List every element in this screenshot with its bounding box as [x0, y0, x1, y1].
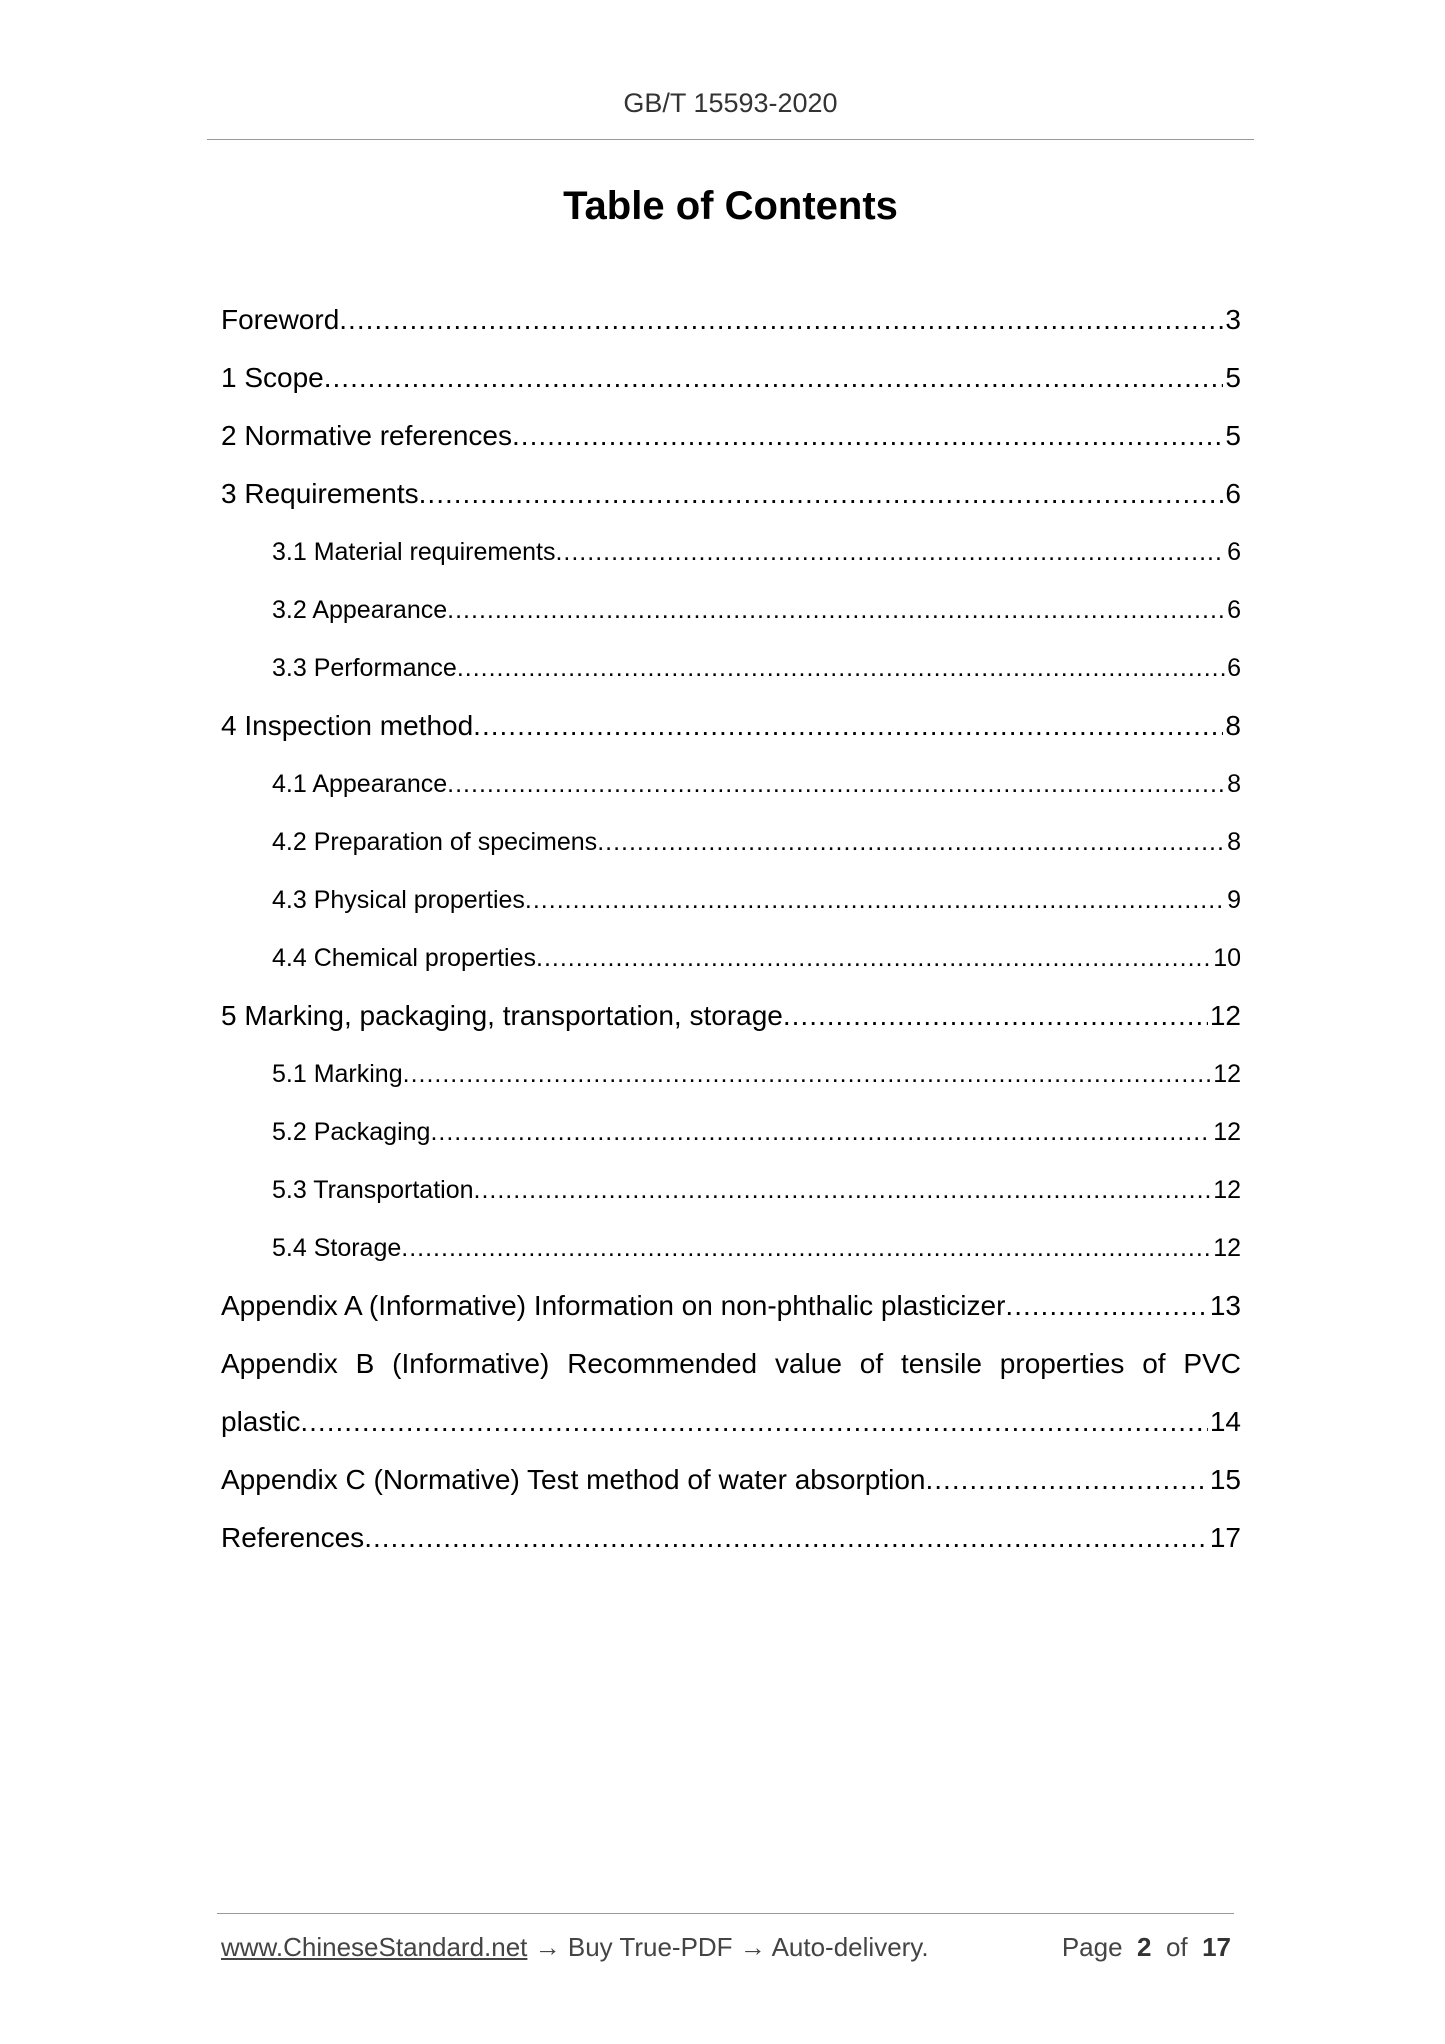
toc-page-number: 9	[1227, 886, 1241, 914]
of-word: of	[1165, 1932, 1188, 1962]
toc-entry[interactable]	[221, 755, 1241, 813]
toc-page-number: 12	[1213, 1234, 1241, 1262]
toc-entry[interactable]	[221, 1045, 1241, 1103]
toc-entry-label: 1 Scope	[221, 362, 324, 393]
toc-entry-label: References	[221, 1522, 365, 1553]
toc-entry[interactable]	[221, 581, 1241, 639]
toc-entry-label: 4.3 Physical properties	[272, 886, 525, 914]
toc-page-number: 3	[1225, 304, 1241, 335]
toc-entry[interactable]	[221, 291, 1241, 349]
table-of-contents	[221, 291, 1241, 1567]
toc-entry-label: 5.4 Storage	[272, 1234, 402, 1262]
footer-promo	[221, 1932, 929, 1963]
toc-entry[interactable]	[221, 465, 1241, 523]
header-divider	[207, 139, 1254, 140]
toc-leader-dots	[783, 987, 1208, 1045]
toc-leader-dots	[324, 349, 1224, 407]
toc-entry[interactable]	[221, 1451, 1241, 1509]
toc-entry-label: 4 Inspection method	[221, 710, 474, 741]
toc-entry-label: Appendix C (Normative) Test method of water absorption	[221, 1464, 926, 1495]
toc-entry[interactable]	[221, 1509, 1241, 1567]
toc-page-number: 12	[1213, 1118, 1241, 1146]
page-title: Table of Contents	[563, 184, 898, 228]
toc-entry-label: 3.1 Material requirements	[272, 538, 556, 566]
toc-page-number: 5	[1225, 420, 1241, 451]
page-footer	[221, 1932, 1231, 1963]
website-link[interactable]: www.ChineseStandard.net	[221, 1932, 528, 1962]
toc-entry-label: 5.3 Transportation	[272, 1176, 474, 1204]
toc-entry[interactable]	[221, 349, 1241, 407]
toc-leader-dots	[339, 291, 1223, 349]
toc-entry[interactable]	[221, 987, 1241, 1045]
toc-entry-label: 3 Requirements	[221, 478, 419, 509]
toc-leader-dots	[474, 1161, 1212, 1219]
toc-page-number: 14	[1209, 1406, 1241, 1437]
toc-entry[interactable]	[221, 1161, 1241, 1219]
toc-entry-label: Appendix B (Informative) Recommended value of tensile properties of PVC	[221, 1348, 1241, 1379]
toc-page-number: 6	[1227, 596, 1241, 624]
page-word: Page	[1061, 1932, 1123, 1962]
toc-entry[interactable]	[221, 929, 1241, 987]
toc-leader-dots	[430, 1103, 1211, 1161]
toc-entry[interactable]	[221, 697, 1241, 755]
toc-page-number: 15	[1209, 1464, 1241, 1495]
toc-leader-dots	[555, 523, 1225, 581]
toc-leader-dots	[447, 755, 1225, 813]
toc-entry[interactable]	[221, 523, 1241, 581]
toc-page-number: 8	[1227, 770, 1241, 798]
toc-leader-dots	[364, 1509, 1208, 1567]
toc-entry-label: plastic	[221, 1406, 301, 1437]
toc-entry-label: 2 Normative references	[221, 420, 513, 451]
toc-entry-continuation	[221, 1393, 1241, 1451]
footer-divider	[217, 1913, 1234, 1914]
toc-entry[interactable]	[221, 813, 1241, 871]
toc-page-number: 8	[1227, 828, 1241, 856]
toc-leader-dots	[300, 1393, 1207, 1451]
toc-leader-dots	[473, 697, 1223, 755]
toc-entry-label: Appendix A (Informative) Information on non-phthalic plasticizer	[221, 1290, 1006, 1321]
toc-entry-label: 5.2 Packaging	[272, 1118, 431, 1146]
toc-entry-label: 5 Marking, packaging, transportation, storage	[221, 1000, 783, 1031]
toc-entry-label: 5.1 Marking	[272, 1060, 403, 1088]
toc-entry[interactable]	[221, 1335, 1241, 1451]
toc-leader-dots	[457, 639, 1225, 697]
toc-entry-label: 4.1 Appearance	[272, 770, 448, 798]
toc-page-number: 12	[1209, 1000, 1241, 1031]
toc-page-number: 6	[1227, 654, 1241, 682]
toc-entry[interactable]	[221, 1103, 1241, 1161]
toc-page-number: 6	[1227, 538, 1241, 566]
toc-leader-dots	[597, 813, 1225, 871]
toc-leader-dots	[536, 929, 1211, 987]
toc-entry-label: 4.2 Preparation of specimens	[272, 828, 598, 856]
toc-page-number: 12	[1213, 1176, 1241, 1204]
toc-leader-dots	[512, 407, 1223, 465]
toc-page-number: 17	[1209, 1522, 1241, 1553]
toc-entry[interactable]	[221, 1277, 1241, 1335]
toc-entry-label: 3.2 Appearance	[272, 596, 448, 624]
toc-entry-label: 3.3 Performance	[272, 654, 457, 682]
page-indicator	[1062, 1932, 1231, 1963]
toc-entry[interactable]	[221, 1219, 1241, 1277]
toc-entry[interactable]	[221, 407, 1241, 465]
toc-leader-dots	[401, 1219, 1211, 1277]
toc-entry-label: Foreword	[221, 304, 340, 335]
toc-page-number: 5	[1225, 362, 1241, 393]
toc-leader-dots	[1005, 1277, 1207, 1335]
toc-leader-dots	[403, 1045, 1212, 1103]
toc-entry[interactable]	[221, 871, 1241, 929]
toc-leader-dots	[419, 465, 1224, 523]
toc-leader-dots	[525, 871, 1225, 929]
toc-leader-dots	[925, 1451, 1207, 1509]
document-header: GB/T 15593-2020	[623, 88, 838, 118]
footer-tagline: → Buy True-PDF → Auto-delivery.	[527, 1932, 929, 1962]
current-page: 2	[1137, 1932, 1152, 1962]
toc-page-number: 12	[1213, 1060, 1241, 1088]
total-pages: 17	[1202, 1932, 1231, 1962]
toc-page-number: 10	[1213, 944, 1241, 972]
toc-page-number: 6	[1225, 478, 1241, 509]
toc-leader-dots	[447, 581, 1225, 639]
toc-entry-label: 4.4 Chemical properties	[272, 944, 537, 972]
toc-entry[interactable]	[221, 639, 1241, 697]
toc-page-number: 13	[1209, 1290, 1241, 1321]
toc-page-number: 8	[1225, 710, 1241, 741]
